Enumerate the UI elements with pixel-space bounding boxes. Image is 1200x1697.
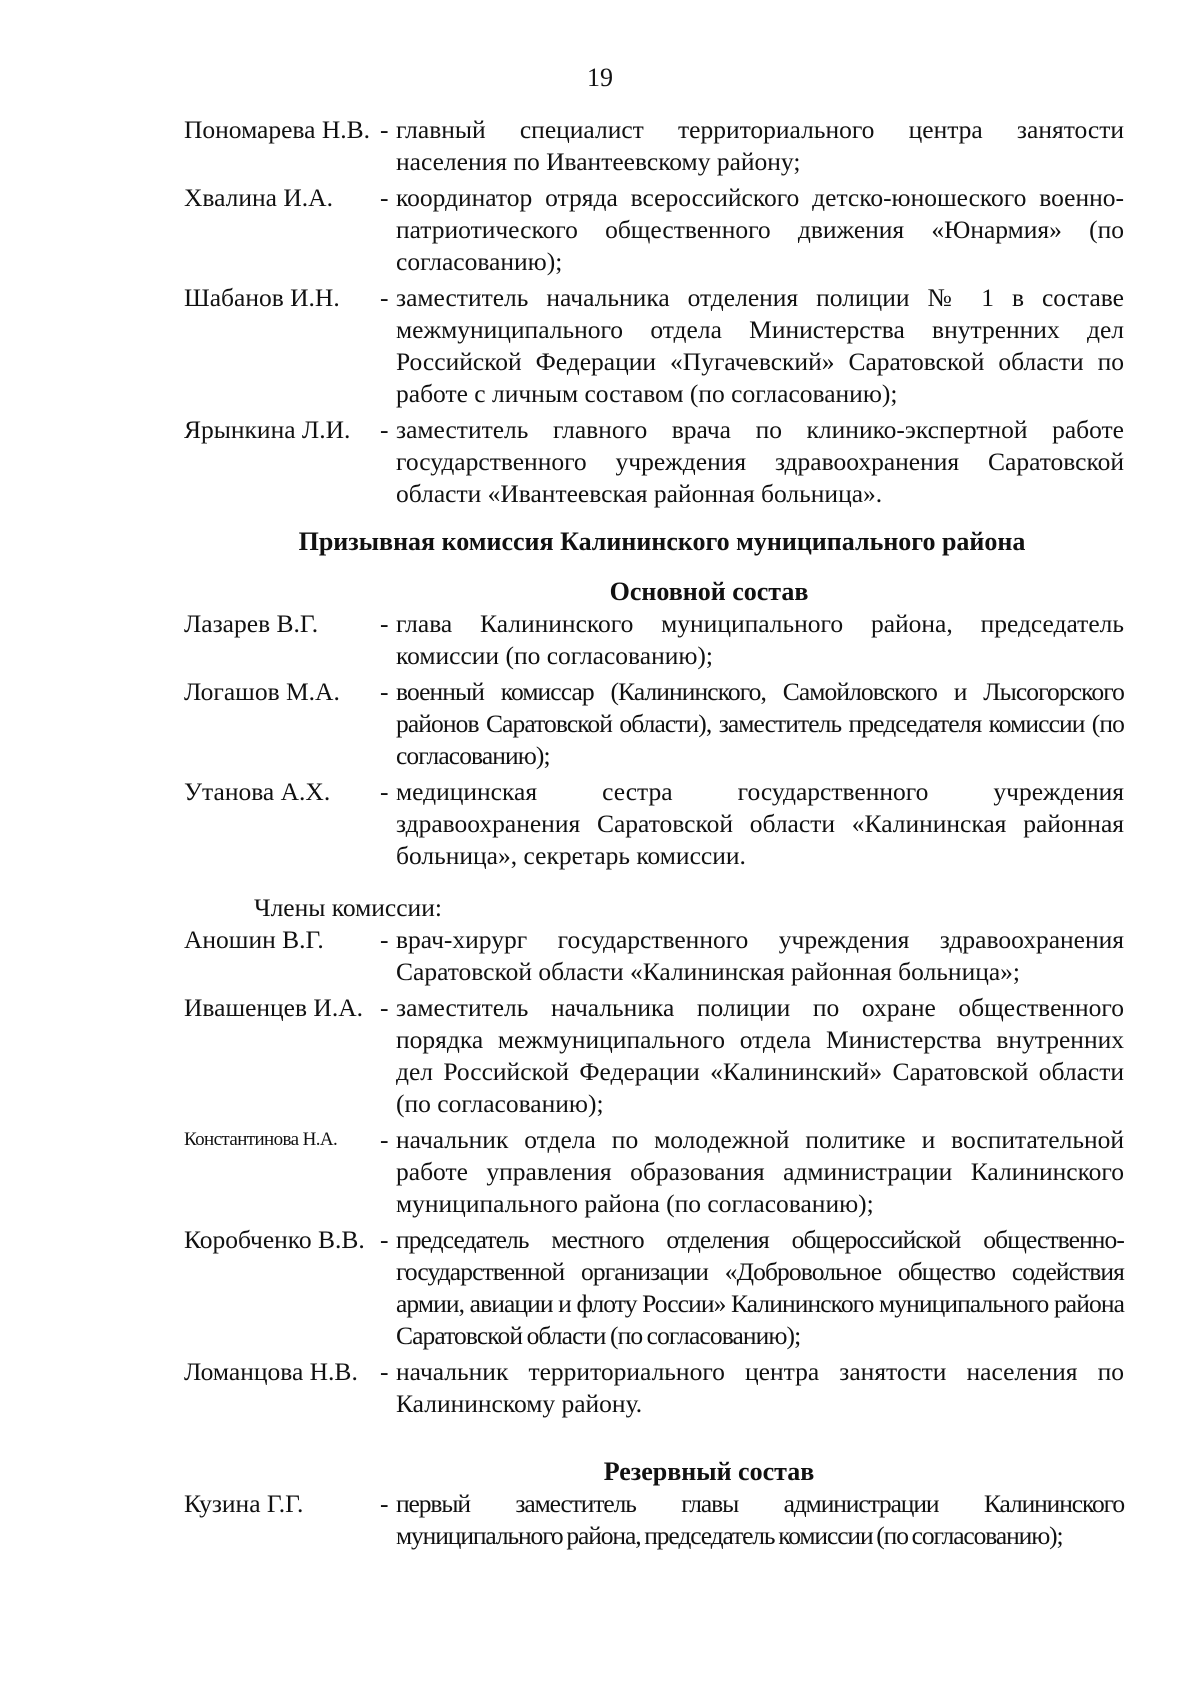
person-position: глава Калининского муниципального района, председатель комиссии (по согласованию); [396,609,1124,670]
main-composition-title: Основной состав [609,577,809,606]
members-label: Члены комиссии: [254,893,442,922]
person-position: главный специалист территориального центра занятости населения по Ивантеевскому району; [396,115,1124,176]
list-item [184,776,1124,872]
person-name: Хвалина И.А. [184,183,333,212]
person-position: начальник территориального центра занятости населения по Калининскому району. [396,1357,1124,1418]
list-item [184,114,1124,178]
person-name: Пономарева Н.В. [184,115,370,144]
person-name: Константинова Н.А. [184,1129,338,1150]
person-position: врач-хирург государственного учреждения здравоохранения Саратовской области «Калининская районная больница»; [396,925,1124,986]
document-body [184,114,1124,1552]
dash: - [380,283,389,312]
dash: - [380,1125,389,1154]
list-item [184,676,1124,772]
reserve-composition-title: Резервный состав [603,1457,815,1486]
dash: - [380,1225,389,1254]
list-item [184,1224,1124,1352]
person-position: первый заместитель главы администрации Калининского муниципального района, председатель комиссии (по согласованию); [396,1489,1124,1550]
dash: - [380,415,389,444]
person-position: начальник отдела по молодежной политике и воспитательной работе управления образования администрации Калининского муниципального района (по согласованию); [396,1125,1124,1218]
person-name: Ивашенцев И.А. [184,993,363,1022]
list-item [184,1356,1124,1420]
person-name: Аношин В.Г. [184,925,324,954]
dash: - [380,777,389,806]
person-position: медицинская сестра государственного учреждения здравоохранения Саратовской области «Калининская районная больница», секретарь комиссии. [396,777,1124,870]
person-name: Лазарев В.Г. [184,609,319,638]
list-item [184,282,1124,410]
list-item [184,992,1124,1120]
dash: - [380,1489,389,1518]
person-position: координатор отряда всероссийского детско-юношеского военно-патриотического общественного движения «Юнармия» (по согласованию); [396,183,1124,276]
person-name: Логашов М.А. [184,677,340,706]
person-name: Ломанцова Н.В. [184,1357,358,1386]
dash: - [380,609,389,638]
commission-title: Призывная комиссия Калининского муниципального района [298,527,1026,556]
person-position: заместитель начальника полиции по охране общественного порядка межмуниципального отдела Министерства внутренних дел Российской Федерации «Калининский» Саратовской области (по согласованию); [396,993,1124,1118]
list-item [184,924,1124,988]
person-name: Кузина Г.Г. [184,1489,304,1518]
person-position: председатель местного отделения общероссийской общественно-государственной организации «Добровольное общество содействия армии, авиации и флоту России» Калининского муниципального района Саратовской области (по согласованию); [396,1225,1124,1350]
dash: - [380,993,389,1022]
person-position: заместитель начальника отделения полиции № 1 в составе межмуниципального отдела Министерства внутренних дел Российской Федерации «Пугачевский» Саратовской области по работе с личным составом (по согласованию); [396,283,1124,408]
person-name: Шабанов И.Н. [184,283,340,312]
dash: - [380,115,389,144]
person-name: Ярынкина Л.И. [184,415,351,444]
person-position: заместитель главного врача по клинико-экспертной работе государственного учреждения здравоохранения Саратовской области «Ивантеевская районная больница». [396,415,1124,508]
list-item [184,608,1124,672]
person-position: военный комиссар (Калининского, Самойловского и Лысогорского районов Саратовской области), заместитель председателя комиссии (по согласованию); [396,677,1124,770]
list-item [184,182,1124,278]
dash: - [380,677,389,706]
list-item [184,1488,1124,1552]
person-name: Утанова А.Х. [184,777,331,806]
person-name: Коробченко В.В. [184,1225,365,1254]
list-item [184,1124,1124,1220]
dash: - [380,183,389,212]
dash: - [380,1357,389,1386]
dash: - [380,925,389,954]
list-item [184,414,1124,510]
page-number: 19 [587,63,613,92]
